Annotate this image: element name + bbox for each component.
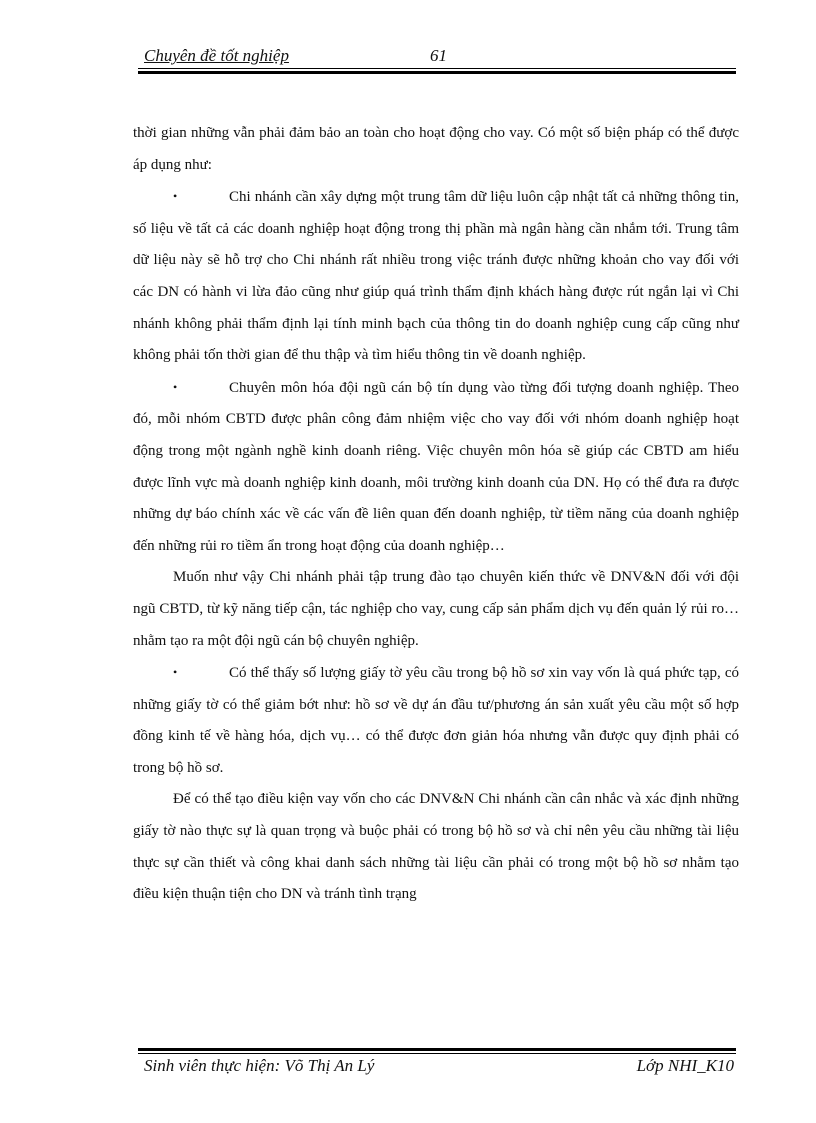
bullet-item-data-center	[133, 181, 739, 372]
footer-rule-thin	[138, 1053, 736, 1054]
paragraph-conditions: Để có thể tạo điều kiện vay vốn cho các DNV&N Chi nhánh cần cân nhắc và xác định những giấy tờ nào thực sự là quan trọng và buộc phải có trong bộ hồ sơ và chỉ nên yêu cầu những tài liệu thực sự cần thiết và công khai danh sách những tài liệu cần phải có trong một bộ hồ sơ nhằm tạo điều kiện thuận tiện cho DN và tránh tình trạng	[133, 791, 739, 903]
bullet-item-specialization	[133, 372, 739, 563]
bullet-item-documents	[133, 657, 739, 784]
footer-author: Sinh viên thực hiện: Võ Thị An Lý	[144, 1056, 375, 1075]
header-rule-thick	[138, 71, 736, 74]
header-title: Chuyên đề tốt nghiệp	[144, 46, 289, 65]
paragraph-training: Muốn như vậy Chi nhánh phải tập trung đào tạo chuyên kiến thức về DNV&N đối với đội ngũ CBTD, từ kỹ năng tiếp cận, tác nghiệp cho vay, cung cấp sản phẩm dịch vụ đến quản lý rủi ro… nhằm tạo ra một đội ngũ cán bộ chuyên nghiệp.	[133, 569, 739, 649]
page-header	[138, 46, 736, 70]
page-footer	[138, 1056, 736, 1080]
page-number: 61	[430, 46, 447, 65]
bullet-icon: •	[173, 665, 178, 680]
bullet-text: Chuyên môn hóa đội ngũ cán bộ tín dụng vào từng đối tượng doanh nghiệp. Theo đó, mỗi nhóm CBTD được phân công đảm nhiệm việc cho vay đối với nhóm doanh nghiệp hoạt động trong một ngành nghề kinh doanh riêng. Việc chuyên môn hóa sẽ giúp các CBTD am hiểu được lĩnh vực mà doanh nghiệp kinh doanh, môi trường kinh doanh của DN. Họ có thể đưa ra được những dự báo chính xác về các vấn đề liên quan đến doanh nghiệp, từ tiềm năng của doanh nghiệp đến những rủi ro tiềm ẩn trong hoạt động của doanh nghiệp…	[133, 379, 739, 554]
bullet-icon: •	[173, 189, 178, 204]
page-body	[133, 118, 739, 911]
bullet-icon: •	[173, 379, 178, 394]
bullet-text: Chi nhánh cần xây dựng một trung tâm dữ liệu luôn cập nhật tất cả những thông tin, số liệu về tất cả các doanh nghiệp hoạt động trong thị phần mà ngân hàng cần nhắm tới. Trung tâm dữ liệu này sẽ hỗ trợ cho Chi nhánh rất nhiều trong việc tránh được những khoản cho vay đối với các DN có hành vi lừa đảo cũng như giúp quá trình thẩm định khách hàng được rút ngắn lại vì Chi nhánh không phải thẩm định lại tính minh bạch của thông tin do doanh nghiệp cung cấp cũng như không phải tốn thời gian để thu thập và tìm hiểu thông tin về doanh nghiệp.	[133, 189, 739, 364]
footer-rule-thick	[138, 1048, 736, 1051]
header-rule-thin	[138, 68, 736, 69]
paragraph-intro: thời gian những vẫn phải đảm bảo an toàn cho hoạt động cho vay. Có một số biện pháp có thể được áp dụng như:	[133, 125, 739, 173]
footer-class: Lớp NHI_K10	[636, 1056, 734, 1075]
bullet-text: Có thể thấy số lượng giấy tờ yêu cầu trong bộ hồ sơ xin vay vốn là quá phức tạp, có những giấy tờ có thể giảm bớt như: hồ sơ về dự án đầu tư/phương án sản xuất yêu cầu một số hợp đồng kinh tế về hàng hóa, dịch vụ… có thể được đơn giản hóa nhưng vẫn được quy định phải có trong bộ hồ sơ.	[133, 665, 739, 776]
